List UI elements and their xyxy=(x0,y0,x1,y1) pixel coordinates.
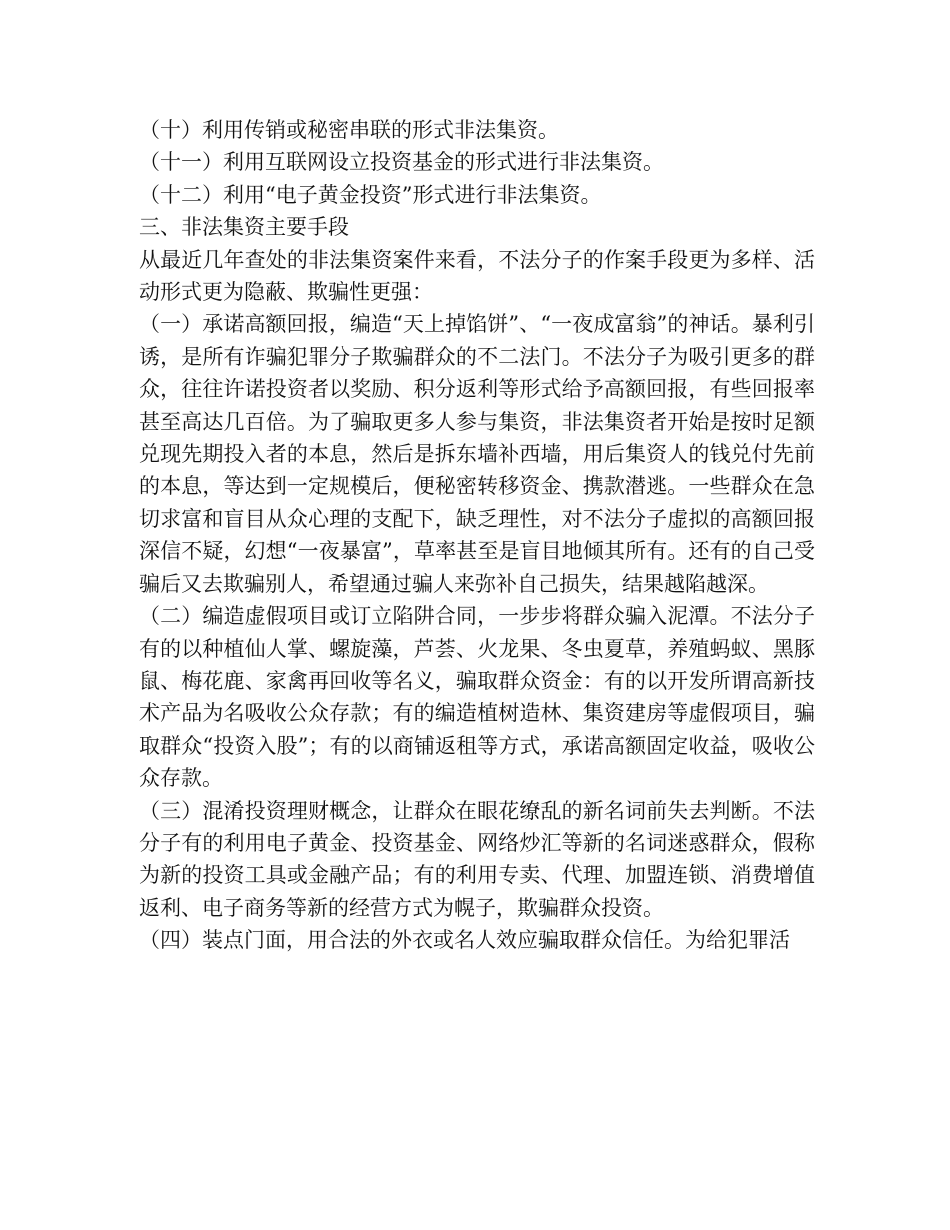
section-intro-paragraph: 从最近几年查处的非法集资案件来看，不法分子的作案手段更为多样、活动形式更为隐蔽、欺骗性更强： xyxy=(139,247,815,305)
paragraph-method-1: （一）承诺高额回报，编造“天上掉馅饼”、“一夜成富翁”的神话。暴利引诱，是所有诈骗犯罪分子欺骗群众的不二法门。不法分子为吸引更多的群众，往往许诺投资者以奖励、积分返利等形式给予高额回报，有些回报率甚至高达几百倍。为了骗取更多人参与集资，非法集资者开始是按时足额兑现先期投入者的本息，然后是拆东墙补西墙，用后集资人的钱兑付先前的本息，等达到一定规模后，便秘密转移资金、携款潜逃。一些群众在急切求富和盲目从众心理的支配下，缺乏理性，对不法分子虚拟的高额回报深信不疑，幻想“一夜暴富”，草率甚至是盲目地倾其所有。还有的自己受骗后又去欺骗别人，希望通过骗人来弥补自己损失，结果越陷越深。 xyxy=(139,312,815,596)
document-body xyxy=(139,114,815,957)
paragraph-method-3: （三）混淆投资理财概念，让群众在眼花缭乱的新名词前失去判断。不法分子有的利用电子黄金、投资基金、网络炒汇等新的名词迷惑群众，假称为新的投资工具或金融产品；有的利用专卖、代理、加盟连锁、消费增值返利、电子商务等新的经营方式为幌子，欺骗群众投资。 xyxy=(139,798,815,920)
list-item-10: （十）利用传销或秘密串联的形式非法集资。 xyxy=(139,118,559,142)
paragraph-method-2: （二）编造虚假项目或订立陷阱合同，一步步将群众骗入泥潭。不法分子有的以种植仙人掌、螺旋藻，芦荟、火龙果、冬虫夏草，养殖蚂蚁、黑豚鼠、梅花鹿、家禽再回收等名义，骗取群众资金：有的以开发所谓高新技术产品为名吸收公众存款；有的编造植树造林、集资建房等虚假项目，骗取群众“投资入股”；有的以商铺返租等方式，承诺高额固定收益，吸收公众存款。 xyxy=(139,604,815,791)
list-item-12: （十二）利用“电子黄金投资”形式进行非法集资。 xyxy=(139,182,602,207)
list-item-11: （十一）利用互联网设立投资基金的形式进行非法集资。 xyxy=(139,150,664,175)
section-heading: 三、非法集资主要手段 xyxy=(139,215,349,240)
paragraph-method-4: （四）装点门面，用合法的外衣或名人效应骗取群众信任。为给犯罪活 xyxy=(139,928,790,953)
